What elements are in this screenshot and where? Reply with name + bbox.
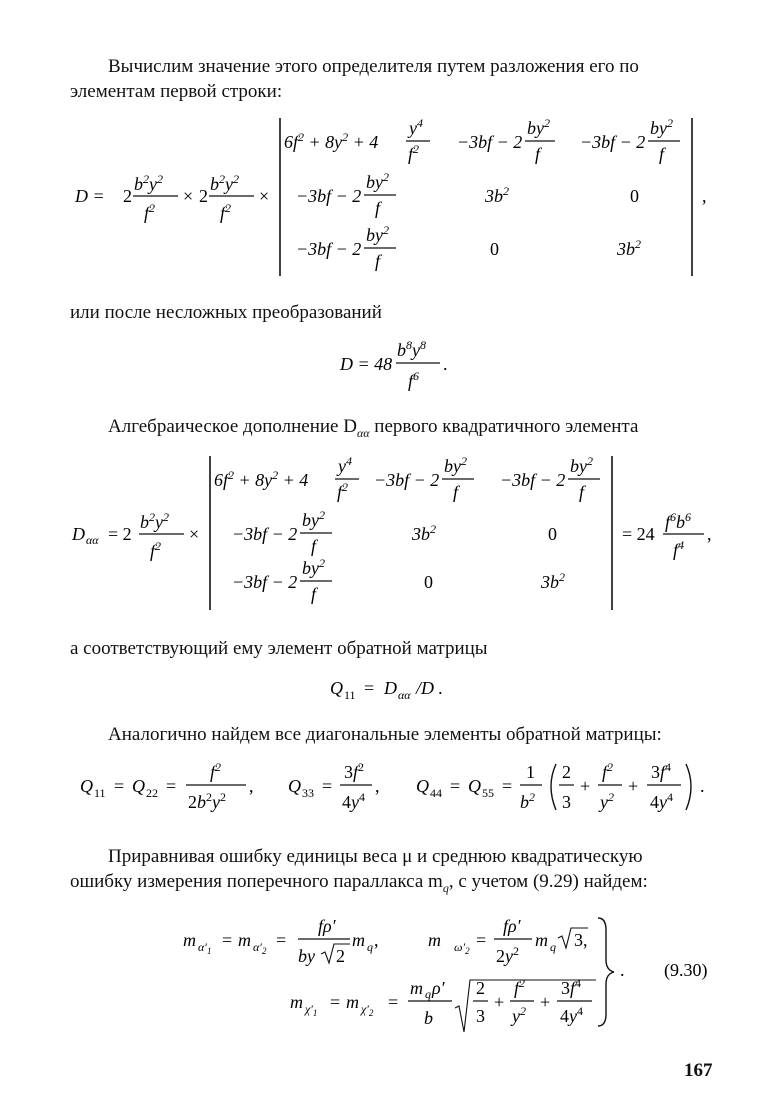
svg-text:by2: $by^2$ (570, 454, 593, 476)
svg-text:Q: Q (80, 776, 93, 796)
svg-text:−3bf − 2: −3bf − 2 (500, 470, 566, 490)
svg-text:3f2: $3f^2$ (344, 760, 365, 782)
svg-text:×: × (183, 186, 194, 206)
svg-text:y4: $y^4$ (338, 454, 352, 476)
svg-text:2y2: $2y^2$ (496, 944, 519, 966)
svg-text:α′2: $\alpha'_2$ (253, 940, 267, 956)
svg-text:b2: $b^2$ (520, 790, 535, 812)
svg-text:0: 0 (424, 572, 433, 592)
q-symbol: Q (330, 678, 343, 698)
svg-text:×: × (189, 524, 200, 544)
svg-text:=: = (114, 776, 125, 796)
svg-text:f2: $f^2$ (144, 201, 156, 223)
text-line: Алгебраическое дополнение D (108, 416, 357, 437)
svg-text:3f4: $3f^4$ (561, 976, 582, 998)
svg-text:,: , (702, 186, 707, 206)
svg-text:0: 0 (548, 524, 557, 544)
svg-text:+: + (494, 992, 505, 1012)
paragraph-transform (70, 300, 714, 325)
svg-text:3: 3 (562, 792, 571, 812)
svg-text:b8y8: $b^8y^8$ (397, 338, 426, 360)
equation-number: (9.30) (664, 960, 708, 980)
svg-text:11: 11 (94, 786, 106, 800)
svg-text:=: = (330, 992, 341, 1012)
svg-text:f: f (659, 144, 665, 164)
svg-text:m: m (346, 992, 359, 1012)
equation-svg (0, 448, 784, 618)
svg-text:/D .: /D . (416, 678, 443, 698)
svg-text:m: m (428, 930, 441, 950)
svg-text:q: q (425, 987, 431, 1001)
text-line: или после несложных преобразований (70, 302, 382, 323)
equation-determinant-d (0, 110, 784, 285)
svg-text:−3bf − 2: −3bf − 2 (296, 186, 362, 206)
svg-text:Q: Q (468, 776, 481, 796)
equation-q11 (0, 668, 784, 713)
svg-text:4y4: $4y^4$ (560, 1004, 583, 1026)
svg-text:= 2: = 2 (108, 524, 132, 544)
svg-text:=: = (322, 776, 333, 796)
svg-text:χ′2: $\chi'_2$ (361, 1002, 374, 1018)
paragraph-diagonal (108, 722, 714, 747)
svg-text:y2: $y^2$ (600, 790, 614, 812)
svg-text:f: f (375, 251, 381, 271)
paragraph-inverse-element (70, 636, 714, 661)
svg-text:−3bf − 2: −3bf − 2 (457, 132, 523, 152)
text-line: первого квадратичного элемента (369, 416, 639, 437)
svg-text:by: by (298, 946, 315, 966)
svg-text:fρ′: fρ′ (503, 916, 521, 936)
svg-text:=: = (450, 776, 461, 796)
equation-svg (0, 330, 784, 400)
svg-text:f4: $f^4$ (673, 538, 685, 560)
svg-text:=: = (476, 930, 487, 950)
svg-text:b2y2: $b^2y^2$ (210, 172, 239, 194)
svg-text:m: m (183, 930, 196, 950)
svg-text:6f2 + 8y2 + 4: $6f^2 + 8y^2 + 4$ (284, 130, 379, 152)
svg-text:44: 44 (430, 786, 442, 800)
svg-text:,: , (374, 930, 379, 950)
svg-text:3,: 3, (574, 930, 588, 950)
subscript: q (442, 880, 449, 895)
svg-text:.: . (620, 960, 625, 980)
svg-text:f: f (535, 144, 541, 164)
svg-text:q: q (367, 940, 373, 954)
svg-text:by2: $by^2$ (366, 223, 389, 245)
eq-d: D = 48 (340, 354, 393, 374)
svg-text:33: 33 (302, 786, 314, 800)
svg-text:f: f (453, 482, 459, 502)
svg-text:m: m (410, 978, 423, 998)
paragraph-unit-weight-cont (70, 869, 714, 901)
svg-text:11: 11 (344, 688, 356, 702)
svg-text:4y4: $4y^4$ (342, 790, 365, 812)
svg-text:fρ′: fρ′ (318, 916, 336, 936)
svg-text:3f4: $3f^4$ (651, 760, 672, 782)
svg-text:Q: Q (288, 776, 301, 796)
svg-text:−3bf − 2: −3bf − 2 (296, 239, 362, 259)
svg-text:,: , (375, 776, 380, 796)
svg-text:b: b (424, 1008, 433, 1028)
svg-text:0: 0 (630, 186, 639, 206)
svg-text:=: = (276, 930, 287, 950)
svg-text:q: q (550, 940, 556, 954)
paragraph-intro (108, 54, 714, 79)
svg-text:m: m (535, 930, 548, 950)
svg-text:by2: $by^2$ (444, 454, 467, 476)
svg-text:f2: $f^2$ (408, 142, 420, 164)
svg-text:Q: Q (132, 776, 145, 796)
svg-text:2b2y2: $2b^2y^2$ (188, 790, 226, 812)
svg-text:by2: $by^2$ (302, 556, 325, 578)
svg-text:−3bf − 2: −3bf − 2 (232, 572, 298, 592)
svg-text:χ′1: $\chi'_1$ (305, 1002, 318, 1018)
svg-text:m: m (238, 930, 251, 950)
text-line: Аналогично найдем все диагональные элементы обратной матрицы: (108, 724, 662, 745)
svg-text:=: = (388, 992, 399, 1012)
svg-text:D: D (384, 678, 397, 698)
svg-text:3b2: $3b^2$ (412, 522, 436, 544)
svg-text:1: 1 (526, 762, 535, 782)
svg-text:y4: $y^4$ (409, 116, 423, 138)
svg-text:by2: $by^2$ (302, 508, 325, 530)
svg-text:by2: $by^2$ (527, 116, 550, 138)
equation-svg (0, 908, 784, 1038)
svg-text:=: = (166, 776, 177, 796)
svg-text:f2: $f^2$ (602, 760, 614, 782)
svg-text:b2y2: $b^2y^2$ (140, 510, 169, 532)
svg-text:3b2: $3b^2$ (541, 570, 565, 592)
svg-text:f: f (375, 198, 381, 218)
page-number: 167 (684, 1060, 713, 1081)
svg-text:by2: $by^2$ (650, 116, 673, 138)
svg-text:ω′2: $\omega'_2$ (454, 940, 470, 956)
text-line: Приравнивая ошибку единицы веса μ и среднюю квадратическую (108, 846, 643, 867)
svg-text:b2y2: $b^2y^2$ (134, 172, 163, 194)
svg-text:3b2: $3b^2$ (617, 237, 641, 259)
svg-text:2: 2 (562, 762, 571, 782)
equation-d-result (0, 330, 784, 405)
svg-text:−3bf − 2: −3bf − 2 (580, 132, 646, 152)
paragraph-unit-weight (108, 844, 714, 869)
svg-text:+: + (540, 992, 551, 1012)
svg-text:3b2: $3b^2$ (485, 184, 509, 206)
svg-text:αα: αα (86, 533, 99, 547)
svg-text:α′1: $\alpha'_1$ (198, 940, 212, 956)
equation-svg (0, 752, 784, 822)
svg-text:f2: $f^2$ (514, 976, 526, 998)
svg-text:f6: $f^6$ (408, 369, 420, 391)
svg-text:Q: Q (416, 776, 429, 796)
text-line: , с учетом (9.29) найдем: (448, 871, 648, 892)
eq-lhs: D = (75, 186, 105, 206)
text-line: а соответствующий ему элемент обратной матрицы (70, 638, 488, 659)
equation-diagonal-elements (0, 752, 784, 827)
svg-text:−3bf − 2: −3bf − 2 (374, 470, 440, 490)
svg-text:2: 2 (336, 946, 345, 966)
svg-text:.: . (443, 354, 448, 374)
svg-text:,: , (249, 776, 254, 796)
equation-svg (0, 668, 784, 708)
svg-text:+: + (580, 776, 591, 796)
equation-determinant-daa (0, 448, 784, 623)
svg-text:0: 0 (490, 239, 499, 259)
eq-lhs: D (72, 524, 85, 544)
svg-text:3: 3 (476, 1006, 485, 1026)
svg-text:f: f (311, 584, 317, 604)
svg-text:−3bf − 2: −3bf − 2 (232, 524, 298, 544)
svg-text:22: 22 (146, 786, 158, 800)
svg-text:,: , (707, 524, 712, 544)
paragraph-algebraic-complement (108, 414, 714, 446)
text-line: элементам первой строки: (70, 81, 283, 102)
svg-text:f6b6: $f^6b^6$ (665, 510, 692, 532)
equation-system-9-30 (0, 908, 784, 1043)
svg-text:2: 2 (199, 186, 208, 206)
svg-text:f2: $f^2$ (337, 480, 349, 502)
svg-text:2: 2 (123, 186, 132, 206)
text-line: Вычислим значение этого определителя путем разложения его по (108, 56, 639, 77)
svg-text:ρ′: ρ′ (432, 978, 445, 998)
svg-text:+: + (628, 776, 639, 796)
svg-text:=: = (222, 930, 233, 950)
equation-svg (0, 110, 784, 280)
svg-text:f2: $f^2$ (210, 760, 222, 782)
svg-text:×: × (259, 186, 270, 206)
svg-text:=: = (364, 678, 375, 698)
svg-text:2: 2 (476, 978, 485, 998)
text-line: ошибку измерения поперечного параллакса m (70, 871, 443, 892)
svg-text:= 24: = 24 (622, 524, 655, 544)
paragraph-intro-cont (70, 79, 714, 104)
svg-text:m: m (290, 992, 303, 1012)
svg-text:=: = (502, 776, 513, 796)
svg-text:f2: $f^2$ (220, 201, 232, 223)
svg-text:4y4: $4y^4$ (650, 790, 673, 812)
svg-text:y2: $y^2$ (512, 1004, 526, 1026)
svg-text:by2: $by^2$ (366, 170, 389, 192)
svg-text:55: 55 (482, 786, 494, 800)
svg-text:αα: αα (398, 688, 411, 702)
svg-text:.: . (700, 776, 705, 796)
svg-text:m: m (352, 930, 365, 950)
subscript: αα (356, 425, 370, 440)
svg-text:f: f (579, 482, 585, 502)
svg-text:f2: $f^2$ (150, 539, 162, 561)
svg-text:6f2 + 8y2 + 4: $6f^2 + 8y^2 + 4$ (214, 468, 309, 490)
svg-text:f: f (311, 536, 317, 556)
